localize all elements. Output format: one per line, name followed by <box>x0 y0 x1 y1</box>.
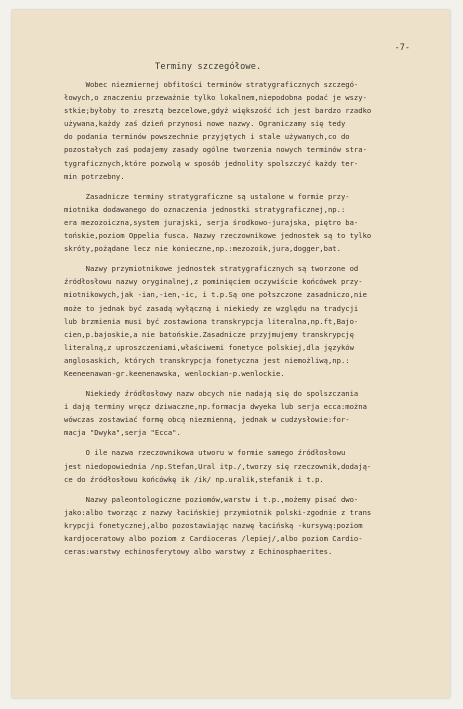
text-line: era mezozoiczna,system jurajski, serja środkowo-jurajska, piętro ba- <box>64 217 359 227</box>
text-line: min potrzebny. <box>64 171 125 181</box>
text-line: wówczas zostawiać formę obcą niezmienną, jednak w cudzysłowie:for- <box>64 415 350 425</box>
text-line: anglosaskich, których transkrypcja fonetyczna jest niemożliwą,np.: <box>64 355 350 365</box>
text-line: krypcji fonetycznej,albo pozostawiając nazwę łacińską -kursywą:poziom <box>64 520 363 530</box>
text-line: Nazwy paleontologiczne poziomów,warstw i t.p.,możemy pisać dwo- <box>64 494 359 504</box>
document-body <box>64 78 442 565</box>
text-line: i dają terminy wręcz dziwaczne,np.formacja dwyeka lub serja ecca:można <box>64 402 367 412</box>
text-line: O ile nazwa rzeczownikowa utworu w formie samego źródłosłowu <box>64 448 346 458</box>
page-number: -7- <box>394 43 410 53</box>
text-line: Nazwy przymiotnikowe jednostek stratygraficznych są tworzone od <box>64 264 359 274</box>
paragraph-4 <box>64 387 442 439</box>
text-line: miotnika dodawanego do oznaczenia jednostki stratygraficznej,np.: <box>64 204 346 214</box>
text-line: źródłosłowu nazwy oryginalnej,z pominięciem oczywiście końcówek przy- <box>64 277 363 287</box>
text-line: Zasadnicze terminy stratygraficzne są ustalone w formie przy- <box>64 191 350 201</box>
paragraph-2 <box>64 190 442 255</box>
document-page <box>12 10 450 698</box>
text-line: łowych,o znaczeniu przeważnie tylko lokalnem,niepodobna podać je wszy- <box>64 93 367 103</box>
text-line: literalną,z uproszczeniami,właściwemi fonetyce polskiej,dla języków <box>64 342 354 352</box>
text-line: lub brzmienia musi być zostawiona transkrypcja literalna,np.ft,Bajo- <box>64 316 359 326</box>
text-line: ceras:warstwy echinosferytowy albo warstwy z Echinosphaerites. <box>64 547 333 557</box>
paragraph-6 <box>64 493 442 558</box>
text-line: miotnikowych,jak -ian,-ien,-ic, i t.p.Są one połszczone zasadniczo,nie <box>64 290 367 300</box>
text-line: może to jednak być zasadą wyłączną i niekiedy ze względu na tradycji <box>64 303 359 313</box>
text-line: skróty,pożądane lecz nie konieczne,np.:mezozoik,jura,dogger,bat. <box>64 244 341 254</box>
text-line: stkie;byłoby to zresztą bezcelowe,gdyż większość ich jest bardzo rzadko <box>64 106 372 116</box>
text-line: jako:albo tworząc z nazwy łacińskiej przymiotnik polski-zgodnie z trans <box>64 507 372 517</box>
text-line: Keeneenawan-gr.keenenawska, wenlockian-p.wenlockie. <box>64 368 285 378</box>
text-line: cien,p.bajoskie,a nie batońskie.Zasadnicze przyjmujemy transkrypcję <box>64 329 354 339</box>
text-line: macja "Dwyka",serja "Ecca". <box>64 428 181 438</box>
text-line: Wobec niezmiernej obfitości terminów stratygraficznych szczegó- <box>64 80 359 89</box>
paragraph-1 <box>64 78 442 183</box>
paragraph-3 <box>64 262 442 380</box>
text-line: pozostałych zaś podajemy zasady ogólne tworzenia nowych terminów stra- <box>64 145 367 155</box>
section-title: Terminy szczegółowe. <box>155 62 262 72</box>
text-line: ce do źródłosłowu końcówkę ik /ik/ np.uralik,stefanik i t.p. <box>64 474 324 484</box>
paragraph-5 <box>64 446 442 485</box>
text-line: tygraficznych,które pozwolą w sposób jednolity spolszczyć każdy ter- <box>64 158 359 168</box>
text-line: jest niedopowiednia /np.Stefan,Ural itp./,tworzy się rzeczownik,dodają- <box>64 461 372 471</box>
text-line: Niekiedy źródłosłowy nazw obcych nie nadają się do spolszczania <box>64 389 359 399</box>
text-line: tońskie,poziom Oppelia fusca. Nazwy rzeczownikowe jednostek są to tylko <box>64 231 372 241</box>
text-line: kardjoceratowy albo poziom z Cardioceras /lepiej/,albo poziom Cardio- <box>64 534 363 543</box>
text-line: do podania terminów powszechnie przyjętych i stale używanych,co do <box>64 132 350 142</box>
text-line: używana,każdy zaś dzień przynosi nowe nazwy. Ograniczamy się tedy <box>64 119 346 129</box>
